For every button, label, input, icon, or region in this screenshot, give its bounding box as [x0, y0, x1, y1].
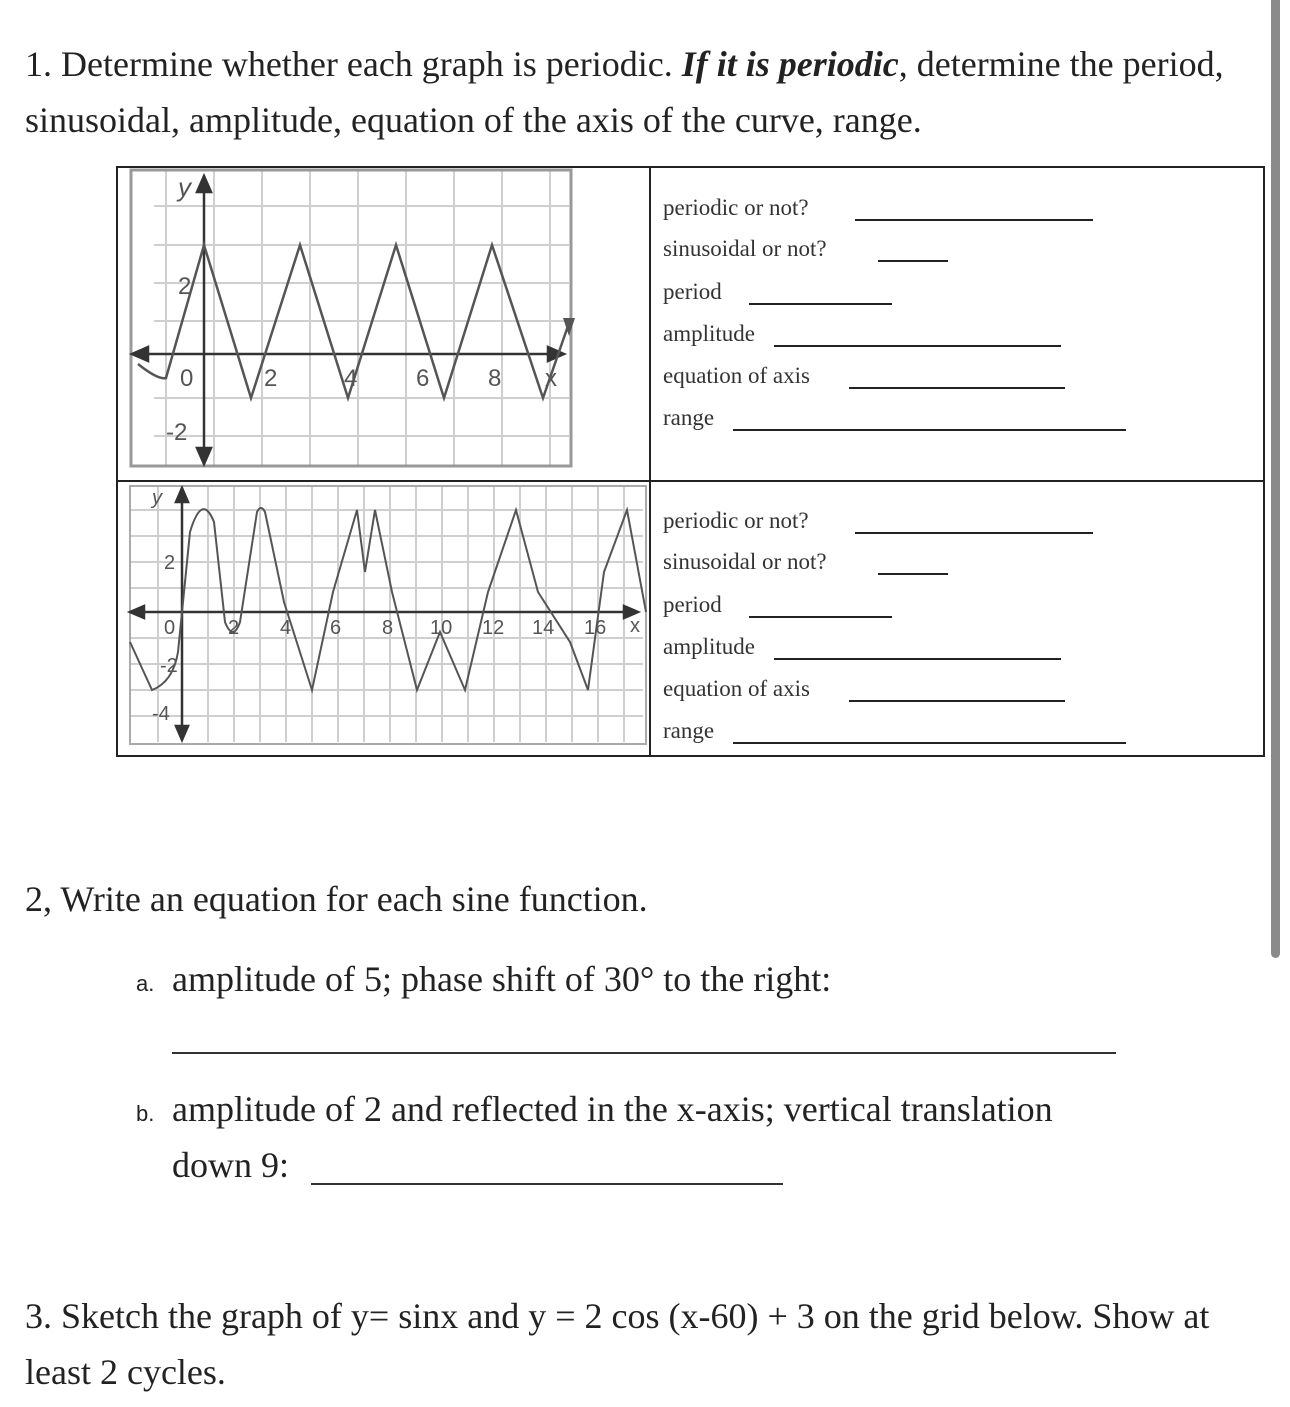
range-blank[interactable]: [733, 429, 1126, 431]
question-2b-answer-line[interactable]: [311, 1183, 783, 1185]
axis-label: equation of axis: [663, 676, 810, 701]
graph-1-x-tick: 0: [180, 365, 194, 392]
graph-1-cell: [117, 167, 650, 481]
graph-1-x-tick: 8: [488, 365, 502, 392]
graph-1-x-tick: 4: [344, 365, 358, 392]
sinusoidal-label: sinusoidal or not?: [663, 236, 827, 261]
range-label: range: [663, 718, 715, 743]
question-1: [25, 36, 1265, 148]
graph-2-x-tick: 10: [430, 617, 453, 639]
question-1-emphasis: If it is periodic: [681, 44, 899, 84]
axis-blank[interactable]: [849, 387, 1065, 389]
period-label: period: [663, 279, 722, 304]
question-1-rest: , determine the period, sinusoidal, amplitude, equation of the axis of the curve, range.: [25, 44, 1224, 140]
graph-1: [118, 168, 649, 475]
axis-blank[interactable]: [849, 700, 1065, 702]
question-1-intro: 1. Determine whether each graph is periodic.: [25, 44, 682, 84]
graph-1-x-tick: 2: [264, 365, 278, 392]
sinusoidal-label: sinusoidal or not?: [663, 549, 827, 574]
graph-2-x-tick: 14: [532, 617, 555, 639]
graph-2-x-label: x: [630, 615, 640, 637]
graph-2-x-tick: 8: [382, 617, 394, 639]
axis-label: equation of axis: [663, 363, 810, 388]
graph-1-fields: [650, 167, 1264, 481]
range-label: range: [663, 405, 715, 430]
graph-table: [116, 166, 1265, 757]
sinusoidal-blank[interactable]: [878, 573, 948, 575]
graph-2-x-tick: 0: [164, 617, 176, 639]
periodic-blank[interactable]: [855, 532, 1093, 534]
graph-2-x-tick: 12: [482, 617, 505, 639]
graph-1-x-tick: 6: [416, 365, 430, 392]
graph-2: [118, 482, 649, 750]
question-2b: [136, 1088, 1053, 1130]
graph-2-cell: [117, 481, 650, 756]
graph-2-y-tick: -4: [152, 703, 170, 725]
period-blank[interactable]: [749, 616, 892, 618]
graph-2-x-tick: 2: [228, 617, 240, 639]
question-2b-letter: b.: [136, 1101, 155, 1126]
graph-2-y-tick: 2: [164, 552, 176, 574]
amplitude-blank[interactable]: [774, 345, 1061, 347]
sinusoidal-blank[interactable]: [878, 260, 948, 262]
graph-2-y-tick: -2: [160, 655, 178, 677]
graph-2-x-tick: 6: [330, 617, 342, 639]
scrollbar[interactable]: [1271, 0, 1280, 958]
question-2a: [136, 958, 831, 1000]
question-2a-text: amplitude of 5; phase shift of 30° to the right:: [172, 959, 832, 999]
periodic-label: periodic or not?: [663, 195, 809, 220]
periodic-label: periodic or not?: [663, 508, 809, 533]
graph-1-x-label: x: [545, 365, 557, 392]
graph-2-y-label: y: [152, 487, 162, 509]
amplitude-label: amplitude: [663, 321, 755, 346]
period-blank[interactable]: [749, 303, 892, 305]
question-2a-answer-line[interactable]: [172, 1052, 1116, 1054]
graph-1-y-tick: -2: [166, 419, 188, 446]
graph-2-fields: [650, 481, 1264, 756]
graph-2-x-tick: 16: [584, 617, 607, 639]
question-2-title: 2, Write an equation for each sine function.: [25, 879, 648, 919]
graph-1-y-tick: 2: [178, 273, 192, 300]
question-3: 3. Sketch the graph of y= sinx and y = 2 cos (x-60) + 3 on the grid below. Show at least 2 cycles.: [25, 1296, 1210, 1392]
periodic-blank[interactable]: [855, 219, 1093, 221]
amplitude-label: amplitude: [663, 634, 755, 659]
graph-1-y-label: y: [178, 172, 191, 202]
question-2b-text-line2: down 9:: [172, 1145, 289, 1185]
question-2b-text-line1: amplitude of 2 and reflected in the x-axis; vertical translation: [172, 1089, 1053, 1129]
period-label: period: [663, 592, 722, 617]
amplitude-blank[interactable]: [774, 658, 1061, 660]
question-2a-letter: a.: [136, 971, 155, 996]
range-blank[interactable]: [733, 742, 1126, 744]
graph-2-x-tick: 4: [280, 617, 292, 639]
